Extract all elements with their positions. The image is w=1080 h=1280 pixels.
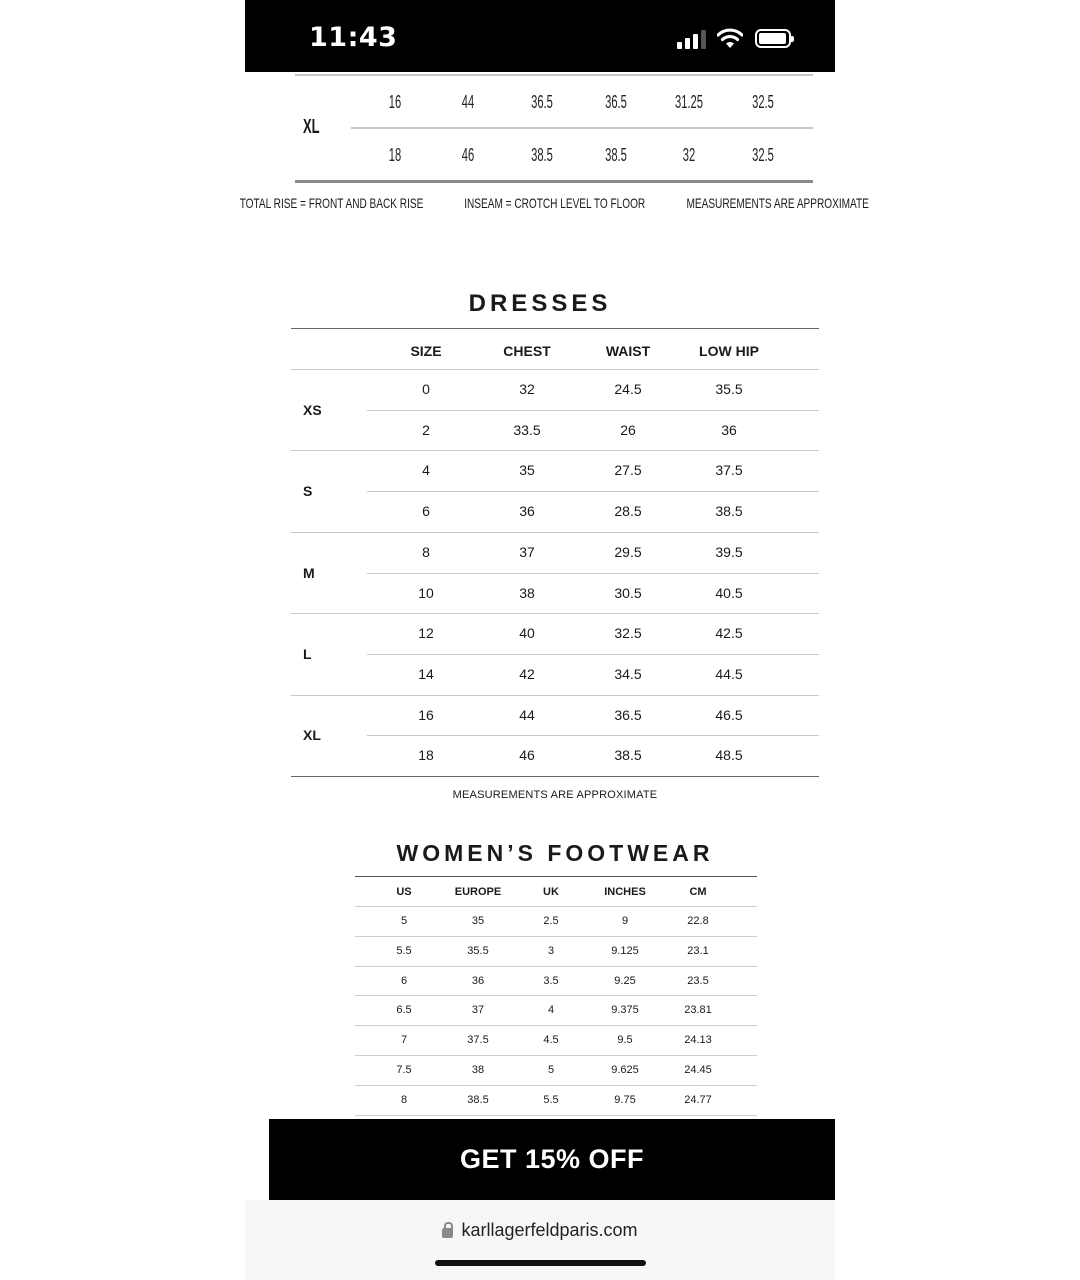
table-cell: 9.5 xyxy=(617,1034,633,1047)
table-cell: 30.5 xyxy=(614,584,642,601)
column-header: WAIST xyxy=(605,343,651,359)
table-cell: 44 xyxy=(461,92,475,112)
table-divider xyxy=(355,1085,757,1086)
dresses-title: DRESSES xyxy=(468,290,612,317)
size-group-label: XL xyxy=(303,727,321,744)
table-cell: 37 xyxy=(519,543,535,560)
table-cell: 26 xyxy=(620,421,636,438)
table-cell: 40 xyxy=(519,625,535,642)
table-cell: 4 xyxy=(422,462,430,479)
table-cell: 44 xyxy=(519,706,535,723)
table-cell: 37.5 xyxy=(715,462,743,479)
table-divider xyxy=(351,127,813,129)
table-cell: 48.5 xyxy=(715,747,743,764)
wifi-icon xyxy=(717,27,743,49)
signal-icon xyxy=(677,29,707,49)
table-cell: 18 xyxy=(418,747,434,764)
table-cell: 24.45 xyxy=(684,1064,712,1076)
table-divider xyxy=(291,695,819,696)
table-cell: 42 xyxy=(519,665,535,682)
table-cell: 2 xyxy=(422,421,430,438)
table-cell: 38 xyxy=(471,1064,485,1076)
status-bar xyxy=(245,0,835,72)
table-cell: 38.5 xyxy=(715,503,743,520)
table-cell: 37 xyxy=(471,1004,485,1017)
table-cell: 4.5 xyxy=(543,1034,559,1047)
table-divider xyxy=(291,328,819,329)
table-cell: 23.5 xyxy=(687,974,709,987)
lock-icon xyxy=(442,1228,453,1238)
table-cell: 6 xyxy=(400,974,408,987)
table-cell: 29.5 xyxy=(614,543,642,560)
table-divider xyxy=(355,966,757,967)
table-divider xyxy=(295,74,813,76)
table-cell: 5 xyxy=(547,1064,555,1076)
table-cell: 38.5 xyxy=(467,1093,489,1106)
table-divider xyxy=(291,776,819,777)
table-cell: 32 xyxy=(682,145,696,165)
table-cell: 9.25 xyxy=(614,974,636,987)
table-cell: 36 xyxy=(471,974,485,987)
table-cell: 7 xyxy=(400,1034,408,1047)
table-cell: 44.5 xyxy=(715,665,743,682)
table-cell: 9 xyxy=(621,915,629,927)
size-group-label: XS xyxy=(303,401,322,418)
battery-icon xyxy=(755,29,791,48)
table-row xyxy=(245,92,835,122)
table-divider xyxy=(355,1025,757,1026)
note-total-rise: TOTAL RISE = FRONT AND BACK RISE xyxy=(239,195,424,211)
table-cell: 8 xyxy=(422,543,430,560)
table-cell: 5 xyxy=(400,915,408,927)
column-header: US xyxy=(396,886,412,898)
promo-banner-button[interactable]: GET 15% OFF xyxy=(269,1119,835,1200)
table-cell: 38.5 xyxy=(614,747,642,764)
table-divider xyxy=(367,410,819,411)
table-cell: 4 xyxy=(547,1004,555,1017)
browser-address-bar[interactable] xyxy=(245,1200,835,1280)
column-header: UK xyxy=(543,886,559,898)
table-cell: 38 xyxy=(519,584,535,601)
table-divider xyxy=(367,573,819,574)
table-cell: 7.5 xyxy=(396,1064,412,1076)
table-divider xyxy=(355,1115,757,1116)
table-cell: 38.5 xyxy=(605,145,627,165)
table-cell: 9.75 xyxy=(614,1093,636,1106)
table-cell: 24.77 xyxy=(684,1093,712,1106)
table-cell: 42.5 xyxy=(715,625,743,642)
table-divider xyxy=(355,906,757,907)
column-header: CHEST xyxy=(503,343,551,359)
table-divider xyxy=(367,735,819,736)
column-header: SIZE xyxy=(410,343,442,359)
table-cell: 35.5 xyxy=(467,944,489,957)
table-cell: 38.5 xyxy=(531,145,553,165)
table-cell: 22.8 xyxy=(687,915,709,927)
table-cell: 36.5 xyxy=(614,706,642,723)
table-cell: 32.5 xyxy=(752,92,774,112)
table-cell: 40.5 xyxy=(715,584,743,601)
table-cell: 9.375 xyxy=(611,1004,639,1017)
table-cell: 9.625 xyxy=(611,1064,639,1076)
table-cell: 16 xyxy=(418,706,434,723)
table-cell: 32.5 xyxy=(614,625,642,642)
table-cell: 39.5 xyxy=(715,543,743,560)
footwear-title: WOMEN’S FOOTWEAR xyxy=(396,840,714,866)
table-cell: 23.1 xyxy=(687,944,709,957)
table-cell: 46.5 xyxy=(715,706,743,723)
table-divider xyxy=(295,180,813,183)
table-row xyxy=(245,145,835,175)
table-divider xyxy=(291,450,819,451)
column-header: INCHES xyxy=(604,886,646,898)
table-cell: 3 xyxy=(547,944,555,957)
table-cell: 2.5 xyxy=(543,915,559,927)
table-cell: 10 xyxy=(418,584,434,601)
size-group-label: L xyxy=(303,645,312,662)
dresses-note: MEASUREMENTS ARE APPROXIMATE xyxy=(452,789,658,801)
table-cell: 46 xyxy=(519,747,535,764)
table-divider xyxy=(291,369,819,370)
note-approximate: MEASUREMENTS ARE APPROXIMATE xyxy=(686,195,869,211)
table-cell: 12 xyxy=(418,625,434,642)
table-cell: 9.125 xyxy=(611,944,639,957)
table-cell: 3.5 xyxy=(543,974,559,987)
size-group-label: S xyxy=(303,483,313,500)
table-cell: 16 xyxy=(388,92,402,112)
table-cell: 33.5 xyxy=(513,421,541,438)
table-cell: 36 xyxy=(519,503,535,520)
table-cell: 5.5 xyxy=(543,1093,559,1106)
table-cell: 23.81 xyxy=(684,1004,712,1017)
table-divider xyxy=(291,613,819,614)
note-inseam: INSEAM = CROTCH LEVEL TO FLOOR xyxy=(464,195,646,211)
url-row[interactable] xyxy=(245,1220,835,1241)
table-cell: 36 xyxy=(721,421,737,438)
url-text[interactable]: karllagerfeldparis.com xyxy=(461,1220,638,1240)
home-indicator[interactable] xyxy=(435,1260,646,1266)
table-divider xyxy=(291,532,819,533)
table-cell: 37.5 xyxy=(467,1034,489,1047)
table-divider xyxy=(367,654,819,655)
table-cell: 18 xyxy=(388,145,402,165)
table-cell: 28.5 xyxy=(614,503,642,520)
table-cell: 14 xyxy=(418,665,434,682)
table-divider xyxy=(355,1055,757,1056)
table-cell: 35 xyxy=(519,462,535,479)
table-cell: 8 xyxy=(400,1093,408,1106)
phone-screen xyxy=(239,0,869,1280)
table-cell: 5.5 xyxy=(396,944,412,957)
pants-notes xyxy=(239,195,869,211)
table-cell: 36.5 xyxy=(605,92,627,112)
column-header: LOW HIP xyxy=(699,343,759,359)
table-cell: 24.5 xyxy=(614,381,642,397)
table-cell: 34.5 xyxy=(614,665,642,682)
table-divider xyxy=(355,876,757,877)
column-header: CM xyxy=(689,886,707,898)
status-time: 11:43 xyxy=(309,22,398,53)
table-cell: 35 xyxy=(471,915,485,927)
table-divider xyxy=(355,995,757,996)
table-cell: 6.5 xyxy=(396,1004,412,1017)
table-cell: 46 xyxy=(461,145,475,165)
table-cell: 32.5 xyxy=(752,145,774,165)
table-cell: 36.5 xyxy=(531,92,553,112)
table-cell: 35.5 xyxy=(715,381,743,397)
size-group-label: XL xyxy=(303,116,320,138)
table-cell: 24.13 xyxy=(684,1034,712,1047)
table-divider xyxy=(355,936,757,937)
column-header: EUROPE xyxy=(454,886,502,898)
table-cell: 31.25 xyxy=(675,92,703,112)
size-group-label: M xyxy=(303,564,315,581)
table-cell: 27.5 xyxy=(614,462,642,479)
table-cell: 0 xyxy=(422,381,430,397)
table-cell: 32 xyxy=(519,381,535,397)
table-divider xyxy=(367,491,819,492)
table-cell: 6 xyxy=(422,503,430,520)
